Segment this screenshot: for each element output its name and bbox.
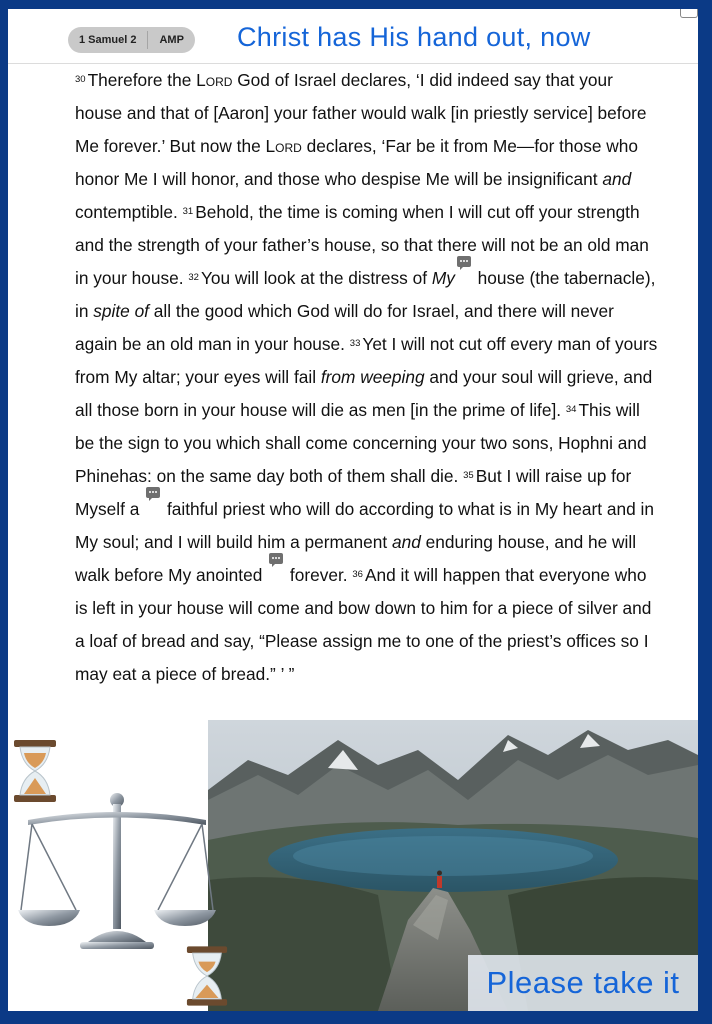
note-icon[interactable] xyxy=(269,553,283,564)
verse-number[interactable]: 30 xyxy=(75,74,86,85)
verse-number[interactable]: 36 xyxy=(352,569,363,580)
italic-word: and xyxy=(602,169,632,189)
verse-text: declares, ‘Far be it from Me—for those who honor Me I will honor, and those who despise Me will be insignificant xyxy=(75,136,638,189)
verse-text: enduring house, and he will walk before My anointed xyxy=(75,532,637,585)
verse-number[interactable]: 34 xyxy=(565,404,577,415)
top-bar xyxy=(8,9,698,64)
verse-number[interactable]: 32 xyxy=(188,272,199,283)
verse-text: Yet I will not cut off every man of yours from My altar; your eyes will fail xyxy=(75,334,658,387)
banner-title: Christ has His hand out, now xyxy=(237,22,591,52)
verse-text: faithful priest who will do according to what is in My heart and in My soul; and I will build him a permanent xyxy=(75,499,654,552)
verse-number[interactable]: 31 xyxy=(182,206,194,217)
verse-text: all the good which God will do for Israel, and there will never again be an old man in your house. xyxy=(75,301,614,354)
italic-word: My xyxy=(431,268,455,288)
verse-text: And it will happen that everyone who is left in your house will come and bow down to him for a piece of silver and a loaf of bread and say, “Please assign me to one of the priest’s offices so I may eat a piece of bread.” ’ ” xyxy=(75,565,652,684)
verse-text: Therefore the xyxy=(87,70,197,90)
verse-text: God of Israel declares, ‘I did indeed say that your house and that of [Aaron] your father would walk [in priestly service] before Me forever.’ But now the xyxy=(75,70,647,156)
verse-text: You will look at the distress of xyxy=(200,268,432,288)
please-take-it-caption: Please take it xyxy=(468,955,698,1011)
verse-text: This will be the sign to you which shall come concerning your two sons, Hophni and Phinehas: on the same day both of them shall die. xyxy=(75,400,647,486)
verse-text: house (the tabernacle), in xyxy=(75,268,656,321)
lord-small-caps: Lord xyxy=(196,70,233,90)
verse-text: Behold, the time is coming when I will cut off your strength and the strength of your father’s house, so that there will not be an old man in your house. xyxy=(75,202,649,288)
verse-text: forever. xyxy=(285,565,348,585)
note-icon[interactable] xyxy=(146,487,160,498)
passage-text xyxy=(75,64,660,691)
verse-number[interactable]: 33 xyxy=(349,338,361,349)
hourglass-icon xyxy=(185,943,229,1011)
italic-word: from weeping xyxy=(320,367,425,387)
note-icon[interactable] xyxy=(457,256,471,267)
verse-number[interactable]: 35 xyxy=(463,470,474,481)
reference-pill[interactable] xyxy=(68,27,195,53)
scripture-passage xyxy=(75,64,660,691)
balance-scale-icon xyxy=(18,792,216,957)
app-frame xyxy=(8,9,698,1011)
verse-text: contemptible. xyxy=(75,202,178,222)
verse-text: But I will raise up for Myself a xyxy=(75,466,632,519)
lord-small-caps: Lord xyxy=(265,136,302,156)
version-button[interactable]: AMP xyxy=(159,34,184,46)
italic-word: and xyxy=(391,532,421,552)
book-chapter-button[interactable]: 1 Samuel 2 xyxy=(79,34,137,46)
window-edge-mark xyxy=(680,9,698,18)
verse-text: and your soul will grieve, and all those born in your house will die as men [in the prime of life]. xyxy=(75,367,653,420)
italic-word: spite of xyxy=(93,301,149,321)
